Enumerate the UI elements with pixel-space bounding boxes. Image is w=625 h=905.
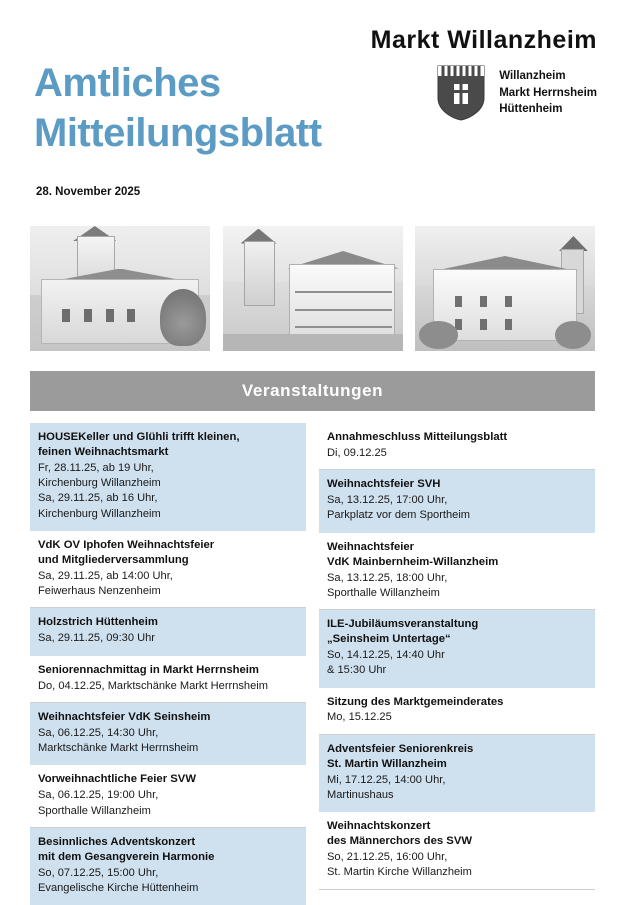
event-title-line: Weihnachtsfeier: [327, 540, 415, 553]
event-title-line: Sitzung des Marktgemeinderates: [327, 695, 504, 708]
event-detail-line: Mi, 17.12.25, 14:00 Uhr,: [327, 773, 446, 786]
event-title: [38, 615, 298, 630]
event-detail: [38, 679, 298, 694]
issue-date: 28. November 2025: [36, 186, 141, 198]
event-title-line: „Seinsheim Untertage“: [327, 633, 451, 646]
event-title-line: Weihnachtsfeier SVH: [327, 478, 441, 491]
crest-line-1: Willanzheim: [499, 69, 566, 82]
event-title-line: Weihnachtsfeier VdK Seinsheim: [38, 710, 211, 723]
event-detail-line: Fr, 28.11.25, ab 19 Uhr,: [38, 461, 154, 474]
event-title: [38, 663, 298, 678]
event-detail: [327, 571, 587, 602]
event-title: [327, 540, 587, 570]
crest-line-2: Markt Herrnsheim: [499, 86, 597, 99]
event-title: [38, 835, 298, 865]
event-title-line: Annahmeschluss Mitteilungsblatt: [327, 431, 508, 443]
event-detail-line: Sa, 29.11.25, ab 14:00 Uhr,: [38, 569, 173, 582]
list-item: [30, 531, 306, 608]
event-detail: [327, 773, 587, 804]
event-detail-line: So, 21.12.25, 16:00 Uhr,: [327, 850, 448, 863]
event-title-line: Holzstrich Hüttenheim: [38, 616, 158, 629]
list-item: [30, 423, 306, 531]
list-item: [30, 703, 306, 766]
events-columns: [30, 423, 595, 905]
photo-church-tower-and-hall: [30, 226, 210, 351]
event-detail-line: St. Martin Kirche Willanzheim: [327, 866, 472, 879]
event-detail: [327, 493, 587, 524]
event-title-line: St. Martin Willanzheim: [327, 757, 447, 770]
event-title: [327, 430, 587, 445]
photo-half-timbered-house: [223, 226, 403, 351]
section-heading-veranstaltungen: Veranstaltungen: [30, 371, 595, 411]
list-item: [319, 610, 595, 687]
event-title: [327, 477, 587, 492]
list-item: [319, 812, 595, 889]
event-title: [327, 695, 587, 710]
event-title-line: Besinnliches Adventskonzert: [38, 835, 196, 848]
event-title-line: feinen Weihnachtsmarkt: [38, 445, 169, 458]
event-title: [38, 772, 298, 787]
municipality-title: Markt Willanzheim: [370, 26, 597, 54]
event-detail: [38, 631, 298, 646]
event-detail: [327, 710, 587, 725]
event-detail-line: Sa, 29.11.25, 09:30 Uhr: [38, 632, 155, 645]
event-title: [327, 819, 587, 849]
event-detail-line: Evangelische Kirche Hüttenheim: [38, 881, 199, 894]
event-title-line: ILE-Jubiläumsveranstaltung: [327, 618, 479, 631]
crest-block: [435, 64, 597, 122]
event-detail-line: Marktschänke Markt Herrnsheim: [38, 742, 199, 755]
photo-strip: [30, 226, 595, 351]
list-item: [30, 828, 306, 905]
event-title: [38, 710, 298, 725]
event-detail-line: Sa, 06.12.25, 19:00 Uhr,: [38, 789, 159, 802]
event-detail-line: Parkplatz vor dem Sportheim: [327, 509, 471, 522]
event-detail-line: Sporthalle Willanzheim: [38, 804, 151, 817]
list-item: [319, 533, 595, 610]
event-detail: [38, 866, 298, 897]
event-detail-line: & 15:30 Uhr: [327, 664, 387, 677]
event-title-line: VdK Mainbernheim-Willanzheim: [327, 555, 499, 568]
list-item: [319, 688, 595, 735]
masthead: [0, 0, 625, 200]
crest-line-3: Hüttenheim: [499, 103, 563, 116]
event-detail: [38, 461, 298, 522]
event-detail-line: Kirchenburg Willanzheim: [38, 477, 161, 490]
event-detail-line: So, 07.12.25, 15:00 Uhr,: [38, 866, 159, 879]
crest-text: [499, 68, 597, 118]
list-item: [30, 608, 306, 655]
page-title: [34, 58, 322, 158]
event-detail: [327, 446, 587, 461]
event-title-line: des Männerchors des SVW: [327, 835, 473, 848]
event-title-line: Seniorennachmittag in Markt Herrnsheim: [38, 663, 259, 676]
event-title-line: VdK OV Iphofen Weihnachtsfeier: [38, 539, 215, 551]
events-column-right: [319, 423, 595, 905]
event-title: [327, 617, 587, 647]
event-detail: [38, 726, 298, 757]
event-title-line: und Mitgliederversammlung: [38, 553, 189, 566]
event-detail-line: Feiwerhaus Nenzenheim: [38, 585, 161, 598]
event-detail: [327, 850, 587, 881]
event-title-line: mit dem Gesangverein Harmonie: [38, 850, 215, 863]
event-title-line: Weihnachtskonzert: [327, 820, 431, 833]
list-item: [30, 765, 306, 828]
list-item: [30, 656, 306, 703]
event-detail: [327, 648, 587, 679]
photo-manor-house: [415, 226, 595, 351]
events-column-left: [30, 423, 306, 905]
event-detail: [38, 569, 298, 600]
event-detail-line: Sa, 29.11.25, ab 16 Uhr,: [38, 492, 158, 505]
event-detail: [38, 788, 298, 819]
coat-of-arms-icon: [435, 64, 487, 122]
event-title-line: HOUSEKeller und Glühli trifft kleinen,: [38, 431, 240, 443]
event-detail-line: Do, 04.12.25, Marktschänke Markt Herrnsheim: [38, 679, 268, 692]
event-title-line: Adventsfeier Seniorenkreis: [327, 742, 474, 755]
event-detail-line: Kirchenburg Willanzheim: [38, 507, 161, 520]
list-item: [319, 470, 595, 533]
event-title: [38, 430, 298, 460]
event-detail-line: Martinushaus: [327, 788, 394, 801]
event-detail-line: Sa, 06.12.25, 14:30 Uhr,: [38, 726, 159, 739]
event-detail-line: Di, 09.12.25: [327, 446, 387, 459]
event-title: [38, 538, 298, 568]
page-title-line-2: Mitteilungsblatt: [34, 111, 322, 155]
event-title: [327, 742, 587, 772]
list-item: [319, 423, 595, 470]
event-detail-line: Sporthalle Willanzheim: [327, 586, 440, 599]
list-item: [319, 735, 595, 812]
event-detail-line: Mo, 15.12.25: [327, 711, 392, 724]
event-detail-line: So, 14.12.25, 14:40 Uhr: [327, 648, 445, 661]
event-detail-line: Sa, 13.12.25, 17:00 Uhr,: [327, 494, 448, 507]
event-title-line: Vorweihnachtliche Feier SVW: [38, 773, 196, 786]
page-title-line-1: Amtliches: [34, 61, 221, 105]
event-detail-line: Sa, 13.12.25, 18:00 Uhr,: [327, 571, 448, 584]
